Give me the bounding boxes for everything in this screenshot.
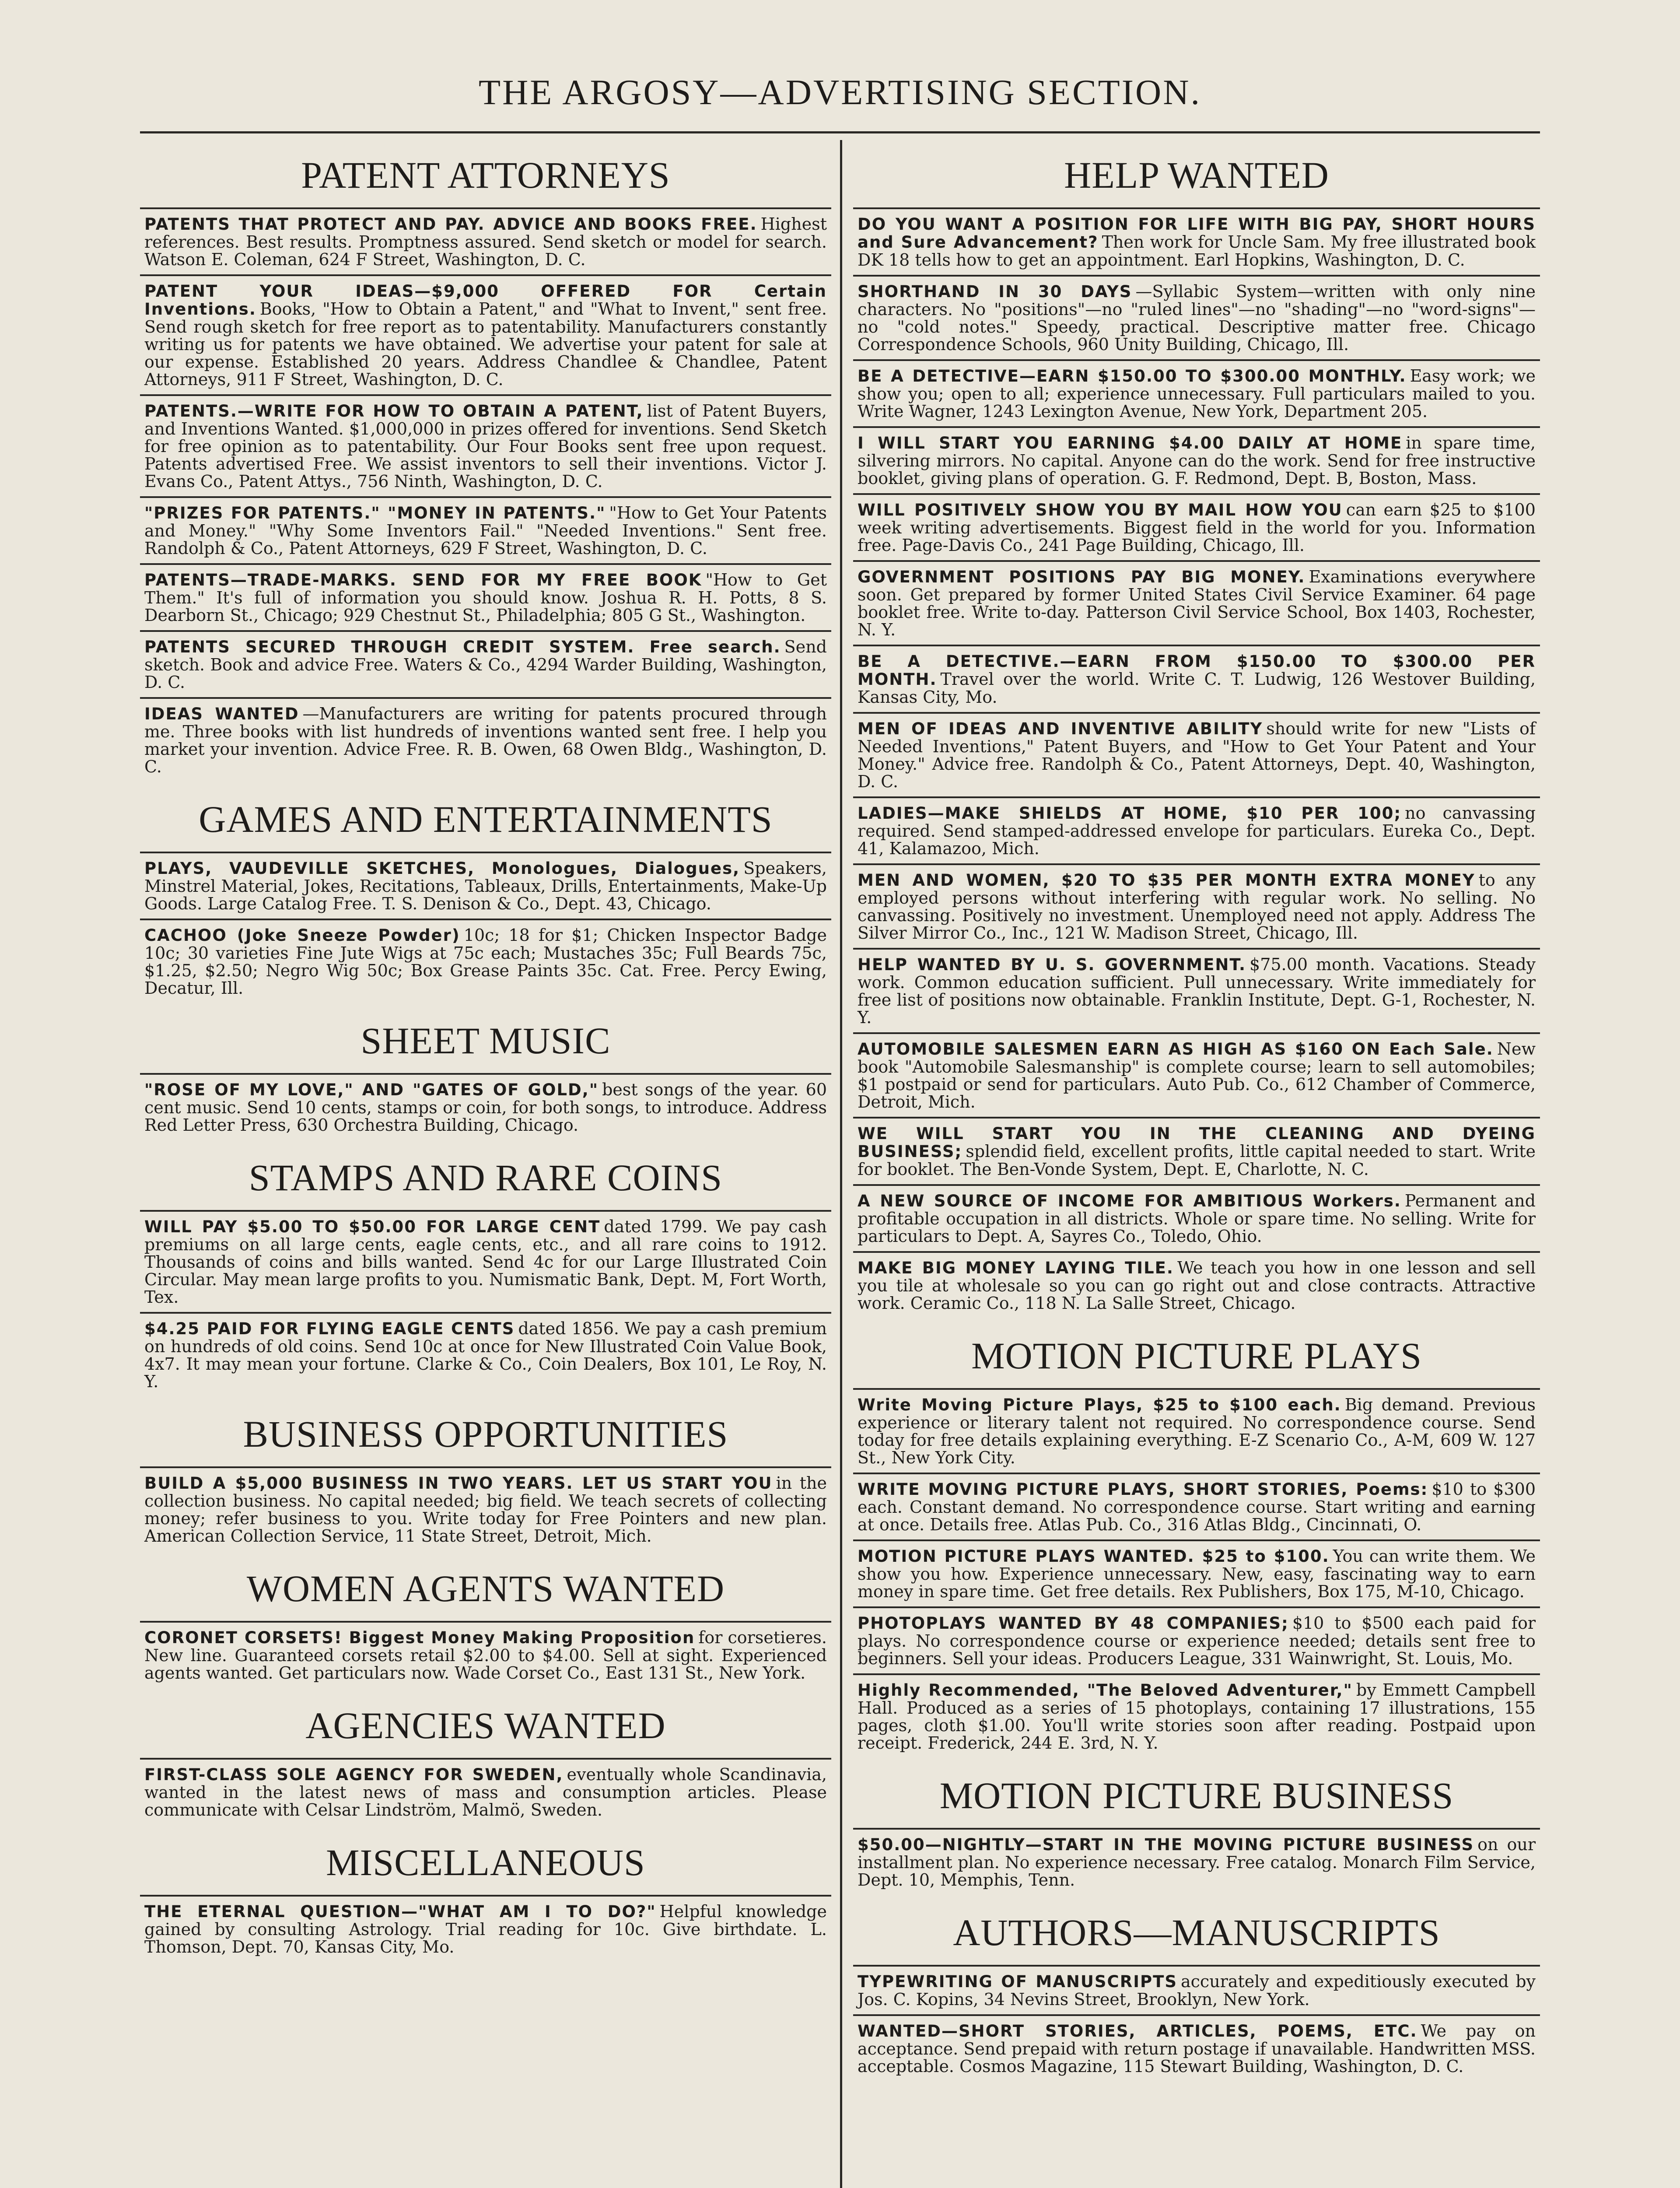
ad-lead: BE A DETECTIVE.—EARN FROM $150.00 TO $300.00 PER MONTH. xyxy=(858,652,1536,689)
ad-lead: I WILL START YOU EARNING $4.00 DAILY AT HOME xyxy=(858,434,1403,452)
ad-body: Books, "How to Obtain a Patent," and "What to Invent," sent free. Send rough sketch for free report as to patentability. Manufacturers constantly writing us for patents we have obtained. We advertise your patent for sale at our expense. Established 20 years. Address Chandlee & Chandlee, Patent Attorneys, 911 F Street, Washington, D. C. xyxy=(144,299,827,389)
section-help-wanted xyxy=(853,140,1540,1318)
ad-body: best songs of the year. 60 cent music. Send 10 cents, stamps or coin, for both songs, to introduce. Address Red Letter Press, 630 Orchestra Building, Chicago. xyxy=(144,1080,827,1135)
ad-body: We teach you how in one lesson and sell you tile at wholesale so you can go right out and close contracts. Attractive work. Ceramic Co., 118 N. La Salle Street, Chicago. xyxy=(858,1258,1536,1313)
ad-lead: MAKE BIG MONEY LAYING TILE. xyxy=(858,1259,1174,1277)
ad-lead: WILL POSITIVELY SHOW YOU BY MAIL HOW YOU xyxy=(858,501,1343,519)
ad-lead: AUTOMOBILE SALESMEN EARN AS HIGH AS $160 ON Each Sale. xyxy=(858,1040,1494,1059)
ad-lead: "ROSE OF MY LOVE," AND "GATES OF GOLD," xyxy=(144,1080,599,1099)
right-column xyxy=(853,140,1540,2188)
ad-lead: BE A DETECTIVE—EARN $150.00 TO $300.00 MONTHLY. xyxy=(858,367,1407,386)
ad-lead: WRITE MOVING PICTURE PLAYS, SHORT STORIES, Poems: xyxy=(858,1480,1428,1499)
section-title: WOMEN AGENTS WANTED xyxy=(246,1567,725,1609)
ad-lead: WILL PAY $5.00 TO $50.00 FOR LARGE CENT xyxy=(144,1217,601,1236)
ad-body: on our installment plan. No experience necessary. Free catalog. Monarch Film Service, Dept. 10, Memphis, Tenn. xyxy=(858,1835,1536,1890)
ad-body: You can write them. We show you how. Experience unnecessary. New, easy, fascinating way to earn money in spare time. Get free details. Rex Publishers, Box 175, M-10, Chicago. xyxy=(858,1546,1536,1601)
ad-lead: Highly Recommended, "The Beloved Adventurer," xyxy=(858,1681,1353,1700)
ad-body: Easy work; we show you; open to all; experience unnecessary. Full particulars mailed to you. Write Wagner, 1243 Lexington Avenue, New York, Department 205. xyxy=(858,366,1536,421)
ad-lead: "PRIZES FOR PATENTS." "MONEY IN PATENTS." xyxy=(144,504,606,522)
classified-ad xyxy=(853,1539,1540,1606)
classified-ad xyxy=(853,207,1540,275)
section-stamps-and-rare-coins xyxy=(140,1140,831,1396)
ad-body: in spare time, silvering mirrors. No capital. Anyone can do the work. Send for free instructive booklet, giving plans of operation. G. F. Redmond, Dept. B, Boston, Mass. xyxy=(858,433,1536,488)
section-title: HELP WANTED xyxy=(1064,154,1329,196)
ad-body: $10 to $300 each. Constant demand. No correspondence course. Start writing and earning at once. Details free. Atlas Pub. Co., 316 Atlas Bldg., Cincinnati, O. xyxy=(858,1480,1536,1534)
ad-body: "How to Get Your Patents and Money." "Why Some Inventors Fail." "Needed Inventions." Sent free. Randolph & Co., Patent Attorneys, 629 F Street, Washington, D. C. xyxy=(144,503,827,558)
top-rule xyxy=(140,131,1540,133)
ad-body: no canvassing required. Send stamped-addressed envelope for particulars. Eureka Co., Dept. 41, Kalamazoo, Mich. xyxy=(858,803,1536,858)
ad-body: eventually whole Scandinavia, wanted in the latest news of mass and consumption articles. Please communicate with Celsar Lindström, Malmö, Sweden. xyxy=(144,1765,827,1820)
section-title: SHEET MUSIC xyxy=(360,1020,611,1062)
ad-lead: MOTION PICTURE PLAYS WANTED. $25 to $100. xyxy=(858,1547,1330,1566)
ad-lead: PLAYS, VAUDEVILLE SKETCHES, Monologues, Dialogues, xyxy=(144,859,740,878)
ad-lead: THE ETERNAL QUESTION—"WHAT AM I TO DO?" xyxy=(144,1902,656,1921)
ad-body: to any employed persons without interfering with regular work. No selling. No canvassing. Positively no investment. Unemployed need not apply. Address The Silver Mirror Co., Inc., 121 W. Madison Street, Chicago, Ill. xyxy=(858,870,1536,943)
section-authors-manuscripts xyxy=(853,1895,1540,2081)
section-women-agents-wanted xyxy=(140,1551,831,1688)
classified-ad xyxy=(853,1184,1540,1251)
section-title: PATENT ATTORNEYS xyxy=(301,154,670,196)
section-motion-picture-business xyxy=(853,1758,1540,1895)
section-agencies-wanted xyxy=(140,1688,831,1825)
section-motion-picture-plays xyxy=(853,1318,1540,1758)
classified-ad xyxy=(853,560,1540,645)
ad-lead: PATENTS SECURED THROUGH CREDIT SYSTEM. Free search. xyxy=(144,638,781,656)
ad-body: Speakers, Minstrel Material, Jokes, Recitations, Tableaux, Drills, Entertainments, Make-Up Goods. Large Catalog Free. T. S. Denison & Co., Dept. 43, Chicago. xyxy=(144,859,827,913)
classified-ad xyxy=(140,1758,831,1825)
ad-body: New book "Automobile Salesmanship" is complete course; learn to sell automobiles; $1 postpaid or send for particulars. Auto Pub. Co., 612 Chamber of Commerce, Detroit, Mich. xyxy=(858,1039,1536,1112)
classified-ad xyxy=(140,563,831,630)
ad-lead: $4.25 PAID FOR FLYING EAGLE CENTS xyxy=(144,1319,515,1338)
ad-lead: LADIES—MAKE SHIELDS AT HOME, $10 PER 100; xyxy=(858,804,1402,823)
classified-ad xyxy=(140,1210,831,1312)
ad-lead: A NEW SOURCE OF INCOME FOR AMBITIOUS Workers. xyxy=(858,1192,1401,1210)
ad-lead: DO YOU WANT A POSITION FOR LIFE WITH BIG PAY, SHORT HOURS and Sure Advancement? xyxy=(858,215,1536,252)
ad-lead: HELP WANTED BY U. S. GOVERNMENT. xyxy=(858,955,1246,974)
ad-lead: TYPEWRITING OF MANUSCRIPTS xyxy=(858,1972,1177,1991)
ad-lead: PATENTS.—WRITE FOR HOW TO OBTAIN A PATENT, xyxy=(144,402,644,421)
section-title: MOTION PICTURE BUSINESS xyxy=(939,1774,1454,1816)
classified-ad xyxy=(140,919,831,1003)
classified-ad xyxy=(853,1828,1540,1895)
ad-body: Highest references. Best results. Promptness assured. Send sketch or model for search. Watson E. Coleman, 624 F Street, Washington, D. C. xyxy=(144,214,827,269)
ad-body: for corsetieres. New line. Guaranteed corsets retail $2.00 to $4.00. Sell at sight. Experienced agents wanted. Get particulars now. Wade Corset Co., East 131 St., New York. xyxy=(144,1628,827,1683)
ad-body: dated 1799. We pay cash premiums on all large cents, eagle cents, etc., and all rare coins to 1912. Thousands of coins and bills wanted. Send 4c for our Large Illustrated Coin Circular. May mean large profits to you. Numismatic Bank, Dept. M, Fort Worth, Tex. xyxy=(144,1217,827,1307)
ad-lead: IDEAS WANTED xyxy=(144,705,299,723)
ad-body: list of Patent Buyers, and Inventions Wanted. $1,000,000 in prizes offered for inventions. Send Sketch for free opinion as to patentability. Our Four Books sent free upon request. Patents advertised Free. We assist inventors to sell their inventions. Victor J. Evans Co., Patent Attys., 756 Ninth, Washington, D. C. xyxy=(144,401,827,491)
section-title: BUSINESS OPPORTUNITIES xyxy=(243,1413,728,1455)
ad-lead: MEN OF IDEAS AND INVENTIVE ABILITY xyxy=(858,719,1263,738)
ad-lead: SHORTHAND IN 30 DAYS xyxy=(858,282,1132,301)
ad-body: by Emmett Campbell Hall. Produced as a series of 15 photoplays, containing 17 illustrations, 155 pages, cloth $1.00. You'll write stories soon after reading. Postpaid upon receipt. Frederick, 244 E. 3rd, N. Y. xyxy=(858,1680,1536,1753)
classified-ad xyxy=(853,948,1540,1032)
classified-ad xyxy=(853,275,1540,359)
classified-ad xyxy=(853,1032,1540,1117)
classified-ad xyxy=(853,645,1540,712)
classified-ad xyxy=(140,1073,831,1140)
classified-ad xyxy=(140,1466,831,1551)
ad-body: 10c; 18 for $1; Chicken Inspector Badge 10c; 30 varieties Fine Jute Wigs at 75c each; Mustaches 35c; Full Beards 75c, $1.25, $2.50; Negro Wig 50c; Box Grease Paints 35c. Cat. Free. Percy Ewing, Decatur, Ill. xyxy=(144,926,827,998)
section-title: STAMPS AND RARE COINS xyxy=(248,1157,723,1199)
classified-ad xyxy=(140,852,831,919)
ad-body: dated 1856. We pay a cash premium on hundreds of old coins. Send 10c at once for New Illustrated Coin Value Book, 4x7. It may mean your fortune. Clarke & Co., Coin Dealers, Box 101, Le Roy, N. Y. xyxy=(144,1319,827,1391)
ad-lead: BUILD A $5,000 BUSINESS IN TWO YEARS. LET US START YOU xyxy=(144,1474,773,1493)
ad-lead: WE WILL START YOU IN THE CLEANING AND DYEING BUSINESS; xyxy=(858,1124,1536,1161)
ad-body: should write for new "Lists of Needed Inventions," Patent Buyers, and "How to Get Your Patent and Your Money." Advice free. Randolph & Co., Patent Attorneys, Dept. 40, Washington, D. C. xyxy=(858,719,1536,791)
classified-ad xyxy=(140,394,831,496)
ad-body: —Manufacturers are writing for patents procured through me. Three books with list hundreds of inventions wanted sent free. I help you market your invention. Advice Free. R. B. Owen, 68 Owen Bldg., Washington, D. C. xyxy=(144,704,827,776)
classified-ad xyxy=(853,796,1540,863)
ad-body: Permanent and profitable occupation in all districts. Whole or spare time. No selling. Write for particulars to Dept. A, Sayres Co., Toledo, Ohio. xyxy=(858,1191,1536,1246)
classified-ad xyxy=(140,697,831,782)
classified-ad xyxy=(853,1117,1540,1184)
ad-lead: WANTED—SHORT STORIES, ARTICLES, POEMS, ETC. xyxy=(858,2022,1418,2041)
classified-ad xyxy=(853,1673,1540,1758)
ad-body: in the collection business. No capital needed; big field. We teach secrets of collecting money; refer business to you. Write today for Free Pointers and new plan. American Collection Service, 11 State Street, Detroit, Mich. xyxy=(144,1473,827,1546)
section-title: MOTION PICTURE PLAYS xyxy=(971,1335,1422,1377)
section-miscellaneous xyxy=(140,1825,831,1962)
classified-ad xyxy=(853,1965,1540,2014)
ad-lead: PATENTS—TRADE-MARKS. SEND FOR MY FREE BOOK xyxy=(144,571,702,589)
classified-ad xyxy=(140,207,831,274)
page-header: THE ARGOSY—ADVERTISING SECTION. xyxy=(478,72,1201,112)
ad-body: $10 to $500 each paid for plays. No correspondence course or experience needed; details sent free to beginners. Sell your ideas. Producers League, 331 Wainwright, St. Louis, Mo. xyxy=(858,1613,1536,1668)
classified-ad xyxy=(853,863,1540,948)
ad-body: —Syllabic System—written with only nine characters. No "positions"—no "ruled lines"—no "shading"—no "word-signs"—no "cold notes." Speedy, practical. Descriptive matter free. Chicago Correspondence Schools, 960 Unity Building, Chicago, Ill. xyxy=(858,282,1536,354)
ad-body: We pay on acceptance. Send prepaid with return postage if unavailable. Handwritten MSS. acceptable. Cosmos Magazine, 115 Stewart Building, Washington, D. C. xyxy=(858,2021,1536,2076)
ad-body: Send sketch. Book and advice Free. Waters & Co., 4294 Warder Building, Washington, D. C. xyxy=(144,637,827,692)
classified-ad xyxy=(140,1312,831,1396)
section-title: AGENCIES WANTED xyxy=(305,1704,666,1746)
ad-lead: CORONET CORSETS! Biggest Money Making Proposition xyxy=(144,1628,695,1647)
section-title: GAMES AND ENTERTAINMENTS xyxy=(199,798,773,840)
classified-ad xyxy=(853,712,1540,796)
ad-body: Big demand. Previous experience or literary talent not required. No correspondence course. Send today for free details explaining everything. E-Z Scenario Co., A-M, 609 W. 127 St., New York City. xyxy=(858,1395,1536,1467)
classified-ad xyxy=(853,1473,1540,1539)
ad-body: Travel over the world. Write C. T. Ludwig, 126 Westover Building, Kansas City, Mo. xyxy=(858,670,1536,707)
ad-lead: Write Moving Picture Plays, $25 to $100 each. xyxy=(858,1396,1341,1414)
ad-body: can earn $25 to $100 week writing advertisements. Biggest field in the world for you. Information free. Page-Davis Co., 241 Page Building, Chicago, Ill. xyxy=(858,500,1536,555)
classified-ad xyxy=(140,1621,831,1688)
ad-lead: MEN AND WOMEN, $20 TO $35 PER MONTH EXTRA MONEY xyxy=(858,871,1475,890)
section-games-and-entertainments xyxy=(140,782,831,1003)
ad-body: Then work for Uncle Sam. My free illustrated book DK 18 tells how to get an appointment. Earl Hopkins, Washington, D. C. xyxy=(858,232,1536,270)
ad-lead: PATENTS THAT PROTECT AND PAY. ADVICE AND BOOKS FREE. xyxy=(144,215,757,234)
ad-body: Helpful knowledge gained by consulting Astrology. Trial reading for 10c. Give birthdate. L. Thomson, Dept. 70, Kansas City, Mo. xyxy=(144,1902,827,1957)
section-sheet-music xyxy=(140,1003,831,1140)
classified-ad xyxy=(140,1895,831,1962)
section-title: MISCELLANEOUS xyxy=(326,1841,645,1883)
classified-ad xyxy=(853,1388,1540,1473)
ad-lead: CACHOO (Joke Sneeze Powder) xyxy=(144,926,460,945)
section-patent-attorneys xyxy=(140,140,831,782)
classified-ad xyxy=(853,1251,1540,1318)
classified-ad xyxy=(853,1606,1540,1673)
ad-body: splendid field, excellent profits, little capital needed to start. Write for booklet. The Ben-Vonde System, Dept. E, Charlotte, N. C. xyxy=(858,1142,1536,1179)
ad-lead: PATENT YOUR IDEAS—$9,000 OFFERED FOR Certain Inventions. xyxy=(144,282,827,319)
classified-ad xyxy=(140,274,831,394)
classified-ad xyxy=(853,2014,1540,2081)
ad-body: "How to Get Them." It's full of information you should know. Joshua R. H. Potts, 8 S. Dearborn St., Chicago; 929 Chestnut St., Philadelphia; 805 G St., Washington. xyxy=(144,570,827,625)
classified-ad xyxy=(853,493,1540,560)
column-divider xyxy=(840,140,842,2188)
section-business-opportunities xyxy=(140,1396,831,1551)
ad-lead: $50.00—NIGHTLY—START IN THE MOVING PICTURE BUSINESS xyxy=(858,1835,1474,1854)
ad-body: $75.00 month. Vacations. Steady work. Common education sufficient. Pull unnecessary. Write immediately for free list of positions now obtainable. Franklin Institute, Dept. G-1, Rochester, N. Y. xyxy=(858,955,1536,1027)
classified-ad xyxy=(140,630,831,697)
ad-lead: PHOTOPLAYS WANTED BY 48 COMPANIES; xyxy=(858,1614,1289,1633)
ad-body: accurately and expeditiously executed by Jos. C. Kopins, 34 Nevins Street, Brooklyn, New York. xyxy=(858,1972,1536,2009)
ad-body: Examinations everywhere soon. Get prepared by former United States Civil Service Examiner. 64 page booklet free. Write to-day. Patterson Civil Service School, Box 1403, Rochester, N. Y. xyxy=(858,567,1536,639)
classified-ad xyxy=(853,359,1540,426)
classified-ad xyxy=(140,496,831,563)
ad-lead: GOVERNMENT POSITIONS PAY BIG MONEY. xyxy=(858,568,1306,586)
ad-lead: FIRST-CLASS SOLE AGENCY FOR SWEDEN, xyxy=(144,1765,564,1784)
left-column xyxy=(140,140,831,2188)
classified-ad xyxy=(853,426,1540,493)
section-title: AUTHORS—MANUSCRIPTS xyxy=(953,1911,1440,1953)
